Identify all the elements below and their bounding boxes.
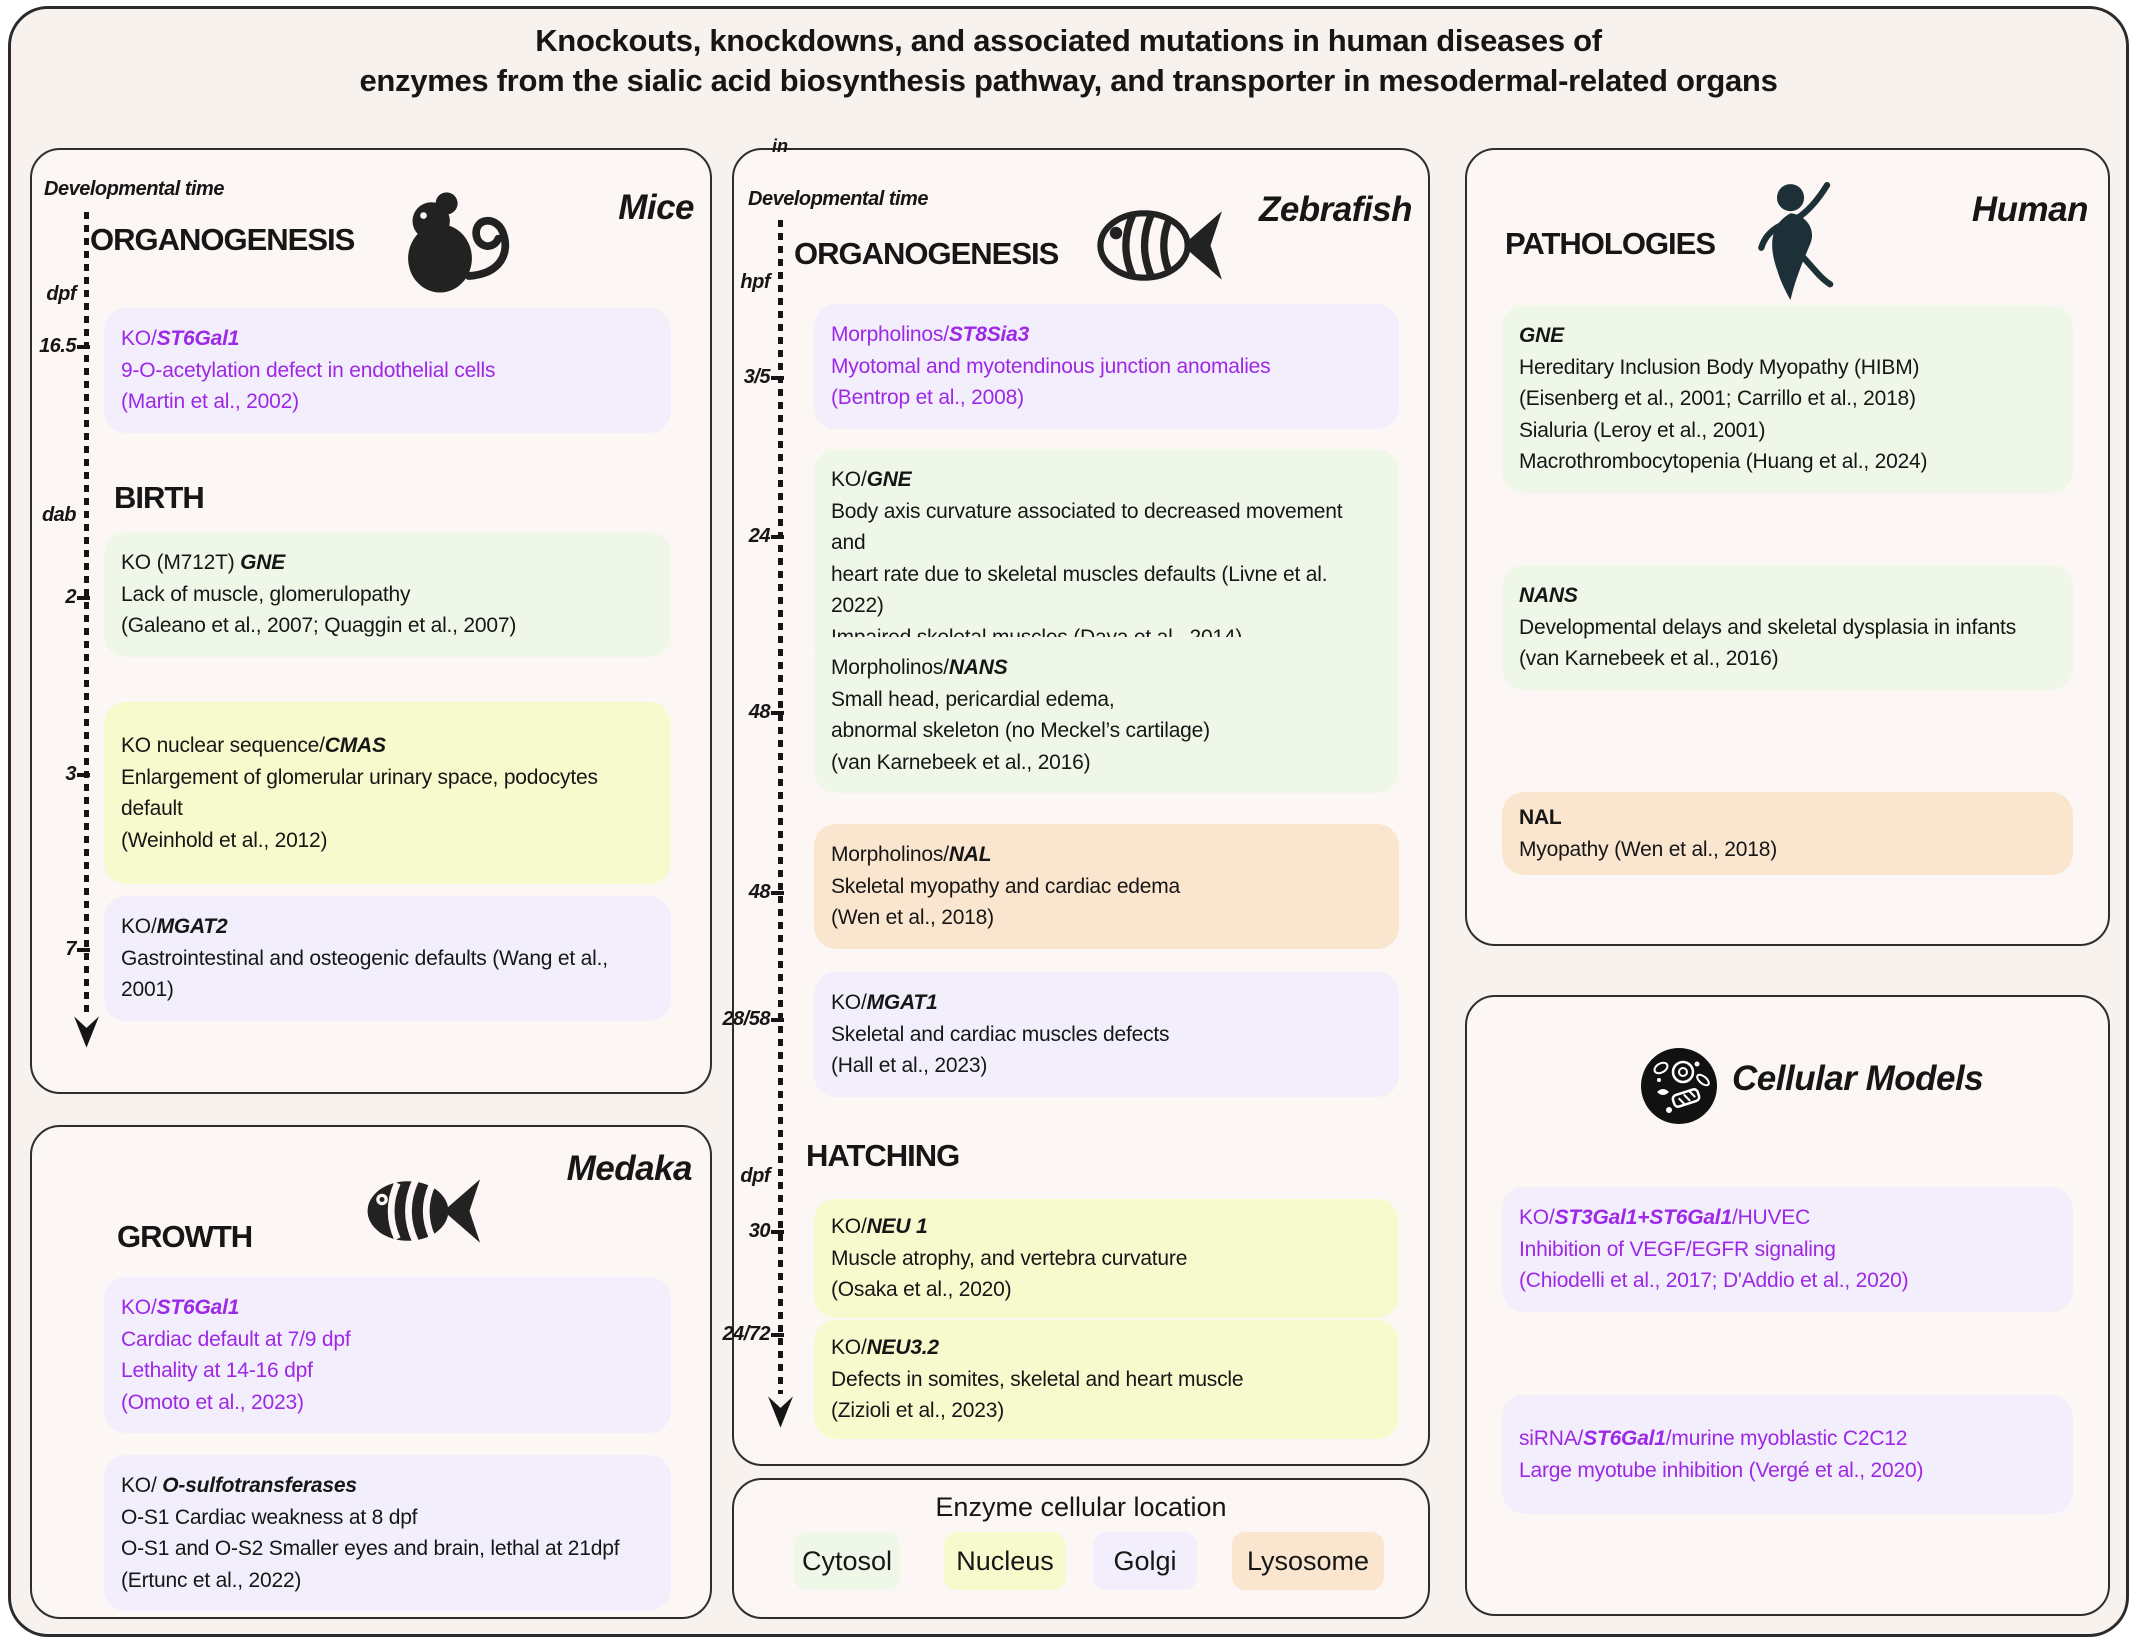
box-line: (Omoto et al., 2023) (121, 1390, 304, 1414)
box-line: Muscle atrophy, and vertebra curvature (831, 1246, 1188, 1270)
box-line: (Zizioli et al., 2023) (831, 1399, 1005, 1422)
box-line: Small head, pericardial edema, (831, 687, 1115, 711)
zebrafish-icon (1089, 198, 1224, 293)
box-line: heart rate due to skeletal muscles defaults (Livne et al. 2022) (831, 562, 1328, 617)
box-title: KO (M712T) GNE (121, 551, 286, 574)
box-line: abnormal skeleton (no Meckel’s cartilage) (831, 719, 1210, 742)
box-title: siRNA/ST6Gal1/murine myoblastic C2C12 (1519, 1427, 1908, 1450)
box-line: Sialuria (Leroy et al., 2001) (1519, 418, 1766, 442)
box-line: (Weinhold et al., 2012) (121, 828, 328, 852)
timeline-arrow-icon (73, 1016, 100, 1048)
box-line: Skeletal and cardiac muscles defects (831, 1022, 1170, 1046)
box-line: (van Karnebeek et al., 2016) (1519, 647, 1779, 670)
zebrafish-dev-time-label: Developmental time (748, 188, 928, 210)
box-line: 9-O-acetylation defect in endothelial cells (121, 358, 496, 382)
zebrafish-unit-dpf: dpf (740, 1165, 770, 1187)
box-line: (Ertunc et al., 2022) (121, 1568, 302, 1592)
box-title: Morpholinos/NAL (831, 843, 992, 866)
zebrafish-unit-hpf: hpf (740, 271, 770, 293)
figure-title-line2: enzymes from the sialic acid biosynthesis pathway, and transporter in mesodermal-related organs (359, 63, 1778, 98)
box-title: Morpholinos/NANS (831, 656, 1008, 679)
zebrafish-panel (722, 136, 1430, 1466)
mice-stage-organogenesis: ORGANOGENESIS (90, 222, 355, 257)
mice-tick-3: 3 (6, 763, 76, 786)
mice-unit-dab: dab (41, 504, 76, 526)
box-title: KO/MGAT1 (831, 991, 938, 1014)
human-stage-pathologies: PATHOLOGIES (1505, 226, 1716, 261)
zebrafish-tick-48b: 48 (700, 881, 770, 904)
zebrafish-tick-30: 30 (700, 1220, 770, 1243)
legend-title: Enzyme cellular location (935, 1492, 1227, 1522)
mice-stage-birth: BIRTH (114, 480, 204, 515)
box-line: (Hall et al., 2023) (831, 1054, 988, 1077)
box-line: Lack of muscle, glomerulopathy (121, 582, 411, 606)
box-line: Large myotube inhibition (Vergé et al., 2020) (1519, 1458, 1924, 1482)
legend-swatch-nucleus: Nucleus (944, 1532, 1066, 1590)
zebrafish-stage-hatching: HATCHING (806, 1138, 960, 1173)
mice-box-st6gal1 (104, 308, 671, 433)
box-line: (Eisenberg et al., 2001; Carrillo et al., 2018) (1519, 387, 1916, 410)
box-line: Enlargement of glomerular urinary space, podocytes default (121, 765, 598, 820)
box-line: (Osaka et al., 2020) (831, 1278, 1012, 1301)
cellular-box-st3gal1-st6gal1 (1502, 1187, 2073, 1312)
box-line: Body axis curvature associated to decreased movement and (831, 499, 1343, 554)
mice-box-cmas (104, 702, 671, 884)
zebrafish-box-neu3-2 (814, 1320, 1399, 1439)
human-box-nans (1502, 565, 2073, 690)
legend-swatch-lysosome: Lysosome (1232, 1532, 1384, 1590)
box-line: Skeletal myopathy and cardiac edema (831, 874, 1181, 898)
legend-swatch-cytosol: Cytosol (794, 1532, 900, 1590)
zebrafish-tick-24: 24 (700, 525, 770, 548)
mice-tick-2: 2 (6, 586, 76, 609)
zebrafish-box-neu1 (814, 1199, 1399, 1318)
zebrafish-tick-24-72: 24/72 (700, 1323, 770, 1346)
box-title: KO/GNE (831, 468, 912, 491)
box-line: Macrothrombocytopenia (Huang et al., 2024) (1519, 450, 1928, 473)
mice-tick-16-5: 16.5 (6, 335, 76, 358)
box-line: Cardiac default at 7/9 dpf (121, 1327, 351, 1351)
zebrafish-stage-organogenesis: ORGANOGENESIS (794, 236, 1059, 271)
box-line: Gastrointestinal and osteogenic defaults (Wang et al., 2001) (121, 946, 608, 1001)
cell-icon (1639, 1045, 1719, 1127)
box-line: Developmental delays and skeletal dysplasia in infants (1519, 615, 2016, 639)
medaka-box-st6gal1 (104, 1277, 671, 1433)
zebrafish-box-st8sia3 (814, 304, 1399, 429)
box-title: KO nuclear sequence/CMAS (121, 734, 386, 757)
legend-panel (732, 1478, 1430, 1619)
human-box-nal (1502, 792, 2073, 875)
box-line: (Galeano et al., 2007; Quaggin et al., 2007) (121, 614, 517, 637)
box-line: (Martin et al., 2002) (121, 390, 299, 413)
cellular-models-panel (1465, 995, 2110, 1616)
box-line: (Wen et al., 2018) (831, 906, 994, 929)
box-title: Morpholinos/ST8Sia3 (831, 323, 1030, 346)
medaka-box-o-sulfotransferases (104, 1455, 671, 1611)
box-title: KO/ST3Gal1+ST6Gal1/HUVEC (1519, 1206, 1811, 1229)
box-line: (van Karnebeek et al., 2016) (831, 750, 1091, 774)
medaka-panel (30, 1125, 712, 1619)
box-title: GNE (1519, 324, 1564, 347)
zebrafish-species-label: Zebrafish (1258, 190, 1412, 229)
box-title: KO/ST6Gal1 (121, 1296, 240, 1319)
box-line: Inhibition of VEGF/EGFR signaling (1519, 1237, 1836, 1261)
box-title: KO/MGAT2 (121, 915, 228, 938)
medaka-icon (357, 1167, 482, 1255)
zebrafish-box-gne (814, 449, 1399, 668)
box-line: Myopathy (Wen et al., 2018) (1519, 837, 1778, 861)
cellular-box-sirna-st6gal1 (1502, 1395, 2073, 1514)
box-title: KO/NEU 1 (831, 1215, 928, 1238)
box-line: Myotomal and myotendinous junction anomalies (831, 354, 1271, 378)
mice-box-mgat2 (104, 896, 671, 1021)
box-line: Lethality at 14-16 dpf (121, 1359, 313, 1382)
box-title: KO/NEU3.2 (831, 1336, 939, 1359)
human-icon (1742, 182, 1837, 302)
box-line: Defects in somites, skeletal and heart muscle (831, 1367, 1244, 1391)
mice-dev-time-label: Developmental time (44, 178, 224, 200)
box-title: NANS (1519, 584, 1578, 607)
box-line: (Bentrop et al., 2008) (831, 386, 1024, 409)
zebrafish-tick-28-58: 28/58 (700, 1008, 770, 1031)
zebrafish-box-nal (814, 824, 1399, 949)
zebrafish-tick-48a: 48 (700, 701, 770, 724)
mice-species-label: Mice (618, 188, 694, 227)
mice-panel (30, 148, 712, 1094)
stray-in-label: in (772, 136, 788, 156)
figure-title-line1: Knockouts, knockdowns, and associated mutations in human diseases of (535, 23, 1602, 58)
zebrafish-timeline (778, 220, 783, 1394)
medaka-species-label: Medaka (566, 1149, 692, 1188)
legend-swatch-golgi: Golgi (1093, 1532, 1197, 1590)
mice-unit-dpf: dpf (46, 283, 76, 305)
box-line: (Chiodelli et al., 2017; D'Addio et al., 2020) (1519, 1269, 1909, 1292)
mice-tick-7: 7 (6, 938, 76, 961)
zebrafish-box-nans (814, 637, 1399, 793)
box-line: Hereditary Inclusion Body Myopathy (HIBM) (1519, 355, 1920, 379)
zebrafish-tick-3-5: 3/5 (700, 366, 770, 389)
human-box-gne (1502, 305, 2073, 493)
human-panel (1465, 148, 2110, 946)
box-title: KO/ O-sulfotransferases (121, 1474, 357, 1497)
mice-box-gne (104, 532, 671, 657)
zebrafish-box-mgat1 (814, 972, 1399, 1097)
medaka-stage-growth: GROWTH (117, 1219, 253, 1254)
timeline-arrow-icon (767, 1396, 794, 1428)
box-title: NAL (1519, 806, 1562, 829)
box-title: KO/ST6Gal1 (121, 327, 240, 350)
human-species-label: Human (1971, 190, 2088, 229)
box-line: O-S1 and O-S2 Smaller eyes and brain, lethal at 21dpf (121, 1537, 620, 1560)
mice-timeline (84, 212, 89, 1015)
cellular-models-title: Cellular Models (1732, 1059, 1984, 1098)
box-line: O-S1 Cardiac weakness at 8 dpf (121, 1505, 418, 1529)
mouse-icon (392, 188, 532, 298)
